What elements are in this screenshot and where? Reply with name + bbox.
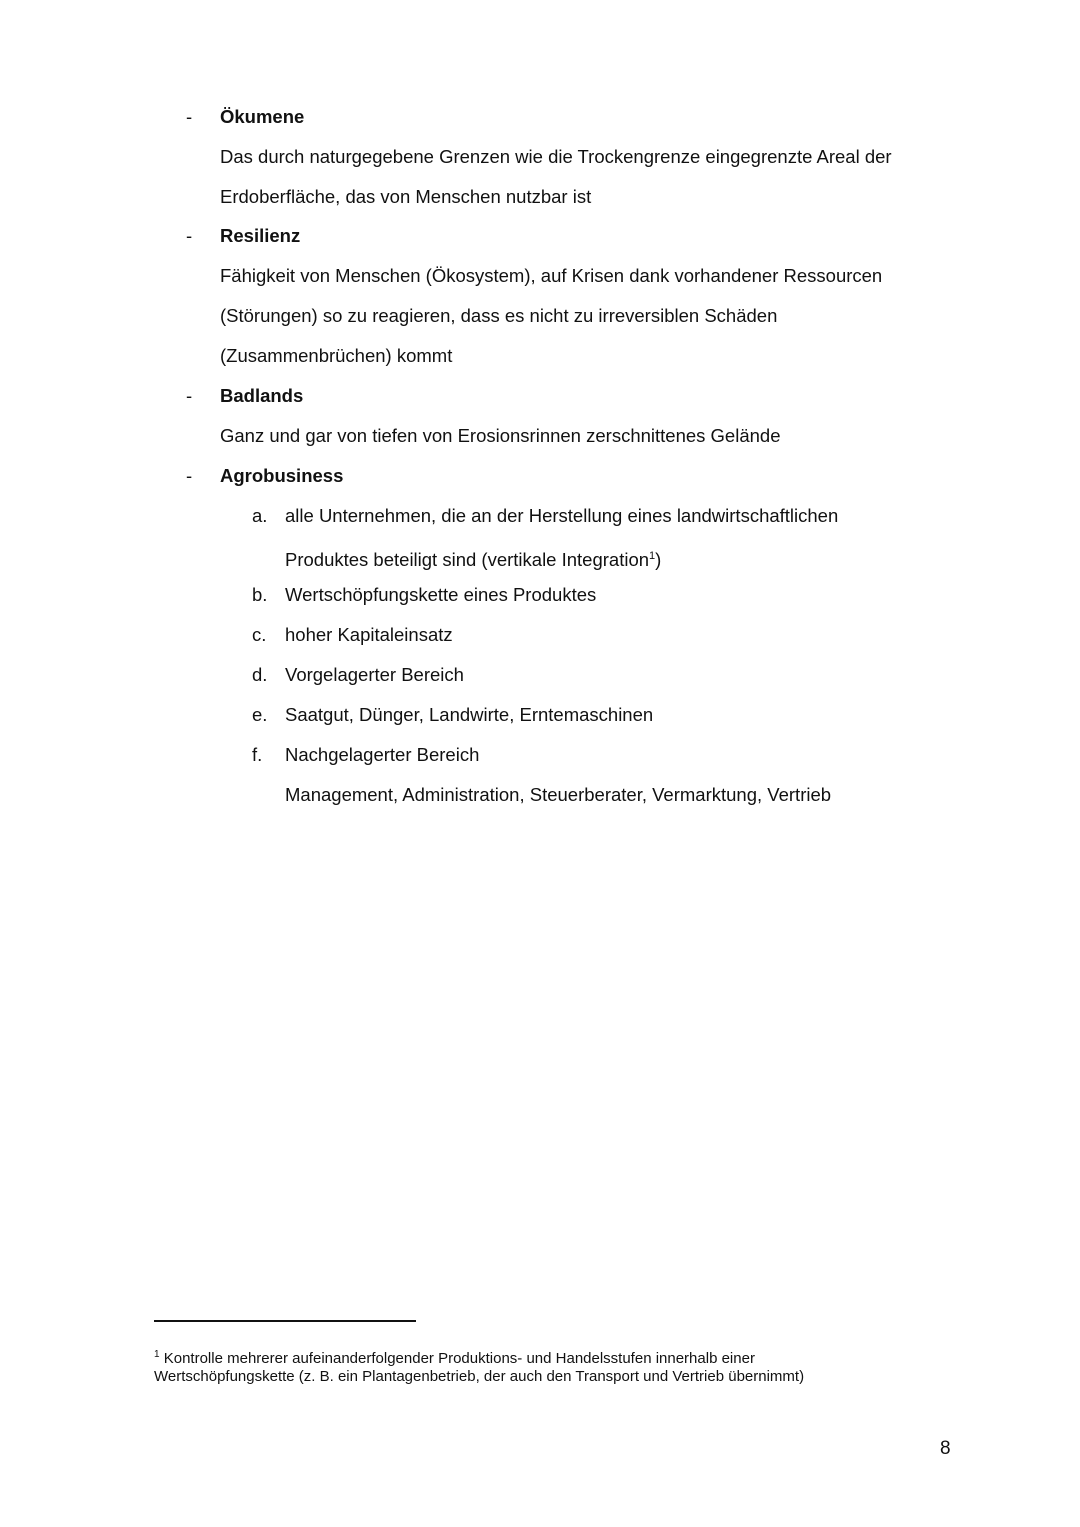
term-definition: Ganz und gar von tiefen von Erosionsrinnen zerschnittenes Gelände [220,425,781,446]
list-label: c. [252,624,267,645]
list-item-continuation: Management, Administration, Steuerberater, Vermarktung, Vertrieb [285,784,832,805]
list-item-continuation [285,544,661,572]
term-definition: (Zusammenbrüchen) kommt [220,345,453,366]
list-item: Saatgut, Dünger, Landwirte, Erntemaschinen [285,704,654,725]
term-definition: Erdoberfläche, das von Menschen nutzbar ist [220,186,592,207]
list-item: Nachgelagerter Bereich [285,744,480,765]
bullet-dash: - [186,106,193,127]
bullet-dash: - [186,225,193,246]
term-title: Resilienz [220,225,301,246]
list-item: Vorgelagerter Bereich [285,664,464,685]
footnote-mark: 1 [154,1349,160,1360]
term-definition: Das durch naturgegebene Grenzen wie die Trockengrenze eingegrenzte Areal der [220,146,892,167]
term-definition: (Störungen) so zu reagieren, dass es nicht zu irreversiblen Schäden [220,305,778,326]
footnote-text: Wertschöpfungskette (z. B. ein Plantagenbetrieb, der auch den Transport und Vertrieb übernimmt) [154,1368,805,1385]
term-definition: Fähigkeit von Menschen (Ökosystem), auf Krisen dank vorhandener Ressourcen [220,265,883,286]
bullet-dash: - [186,385,193,406]
bullet-dash: - [186,465,193,486]
footnote-separator [154,1320,416,1322]
term-title: Badlands [220,385,304,406]
term-title: Agrobusiness [220,465,344,486]
list-item-text: Produktes beteiligt sind (vertikale Integration [285,549,650,571]
footnote-ref[interactable]: 1 [649,550,656,562]
list-label: f. [252,744,263,765]
list-label: a. [252,505,268,526]
term-title: Ökumene [220,106,305,127]
list-item: hoher Kapitaleinsatz [285,624,453,645]
list-item-text: ) [655,549,662,571]
list-item: alle Unternehmen, die an der Herstellung eines landwirtschaftlichen [285,505,839,526]
list-label: b. [252,584,268,605]
list-label: e. [252,704,268,725]
list-item: Wertschöpfungskette eines Produktes [285,584,597,605]
list-label: d. [252,664,268,685]
page-number: 8 [940,1438,951,1459]
footnote-text: Kontrolle mehrerer aufeinanderfolgender Produktions- und Handelsstufen innerhalb einer [163,1350,755,1367]
